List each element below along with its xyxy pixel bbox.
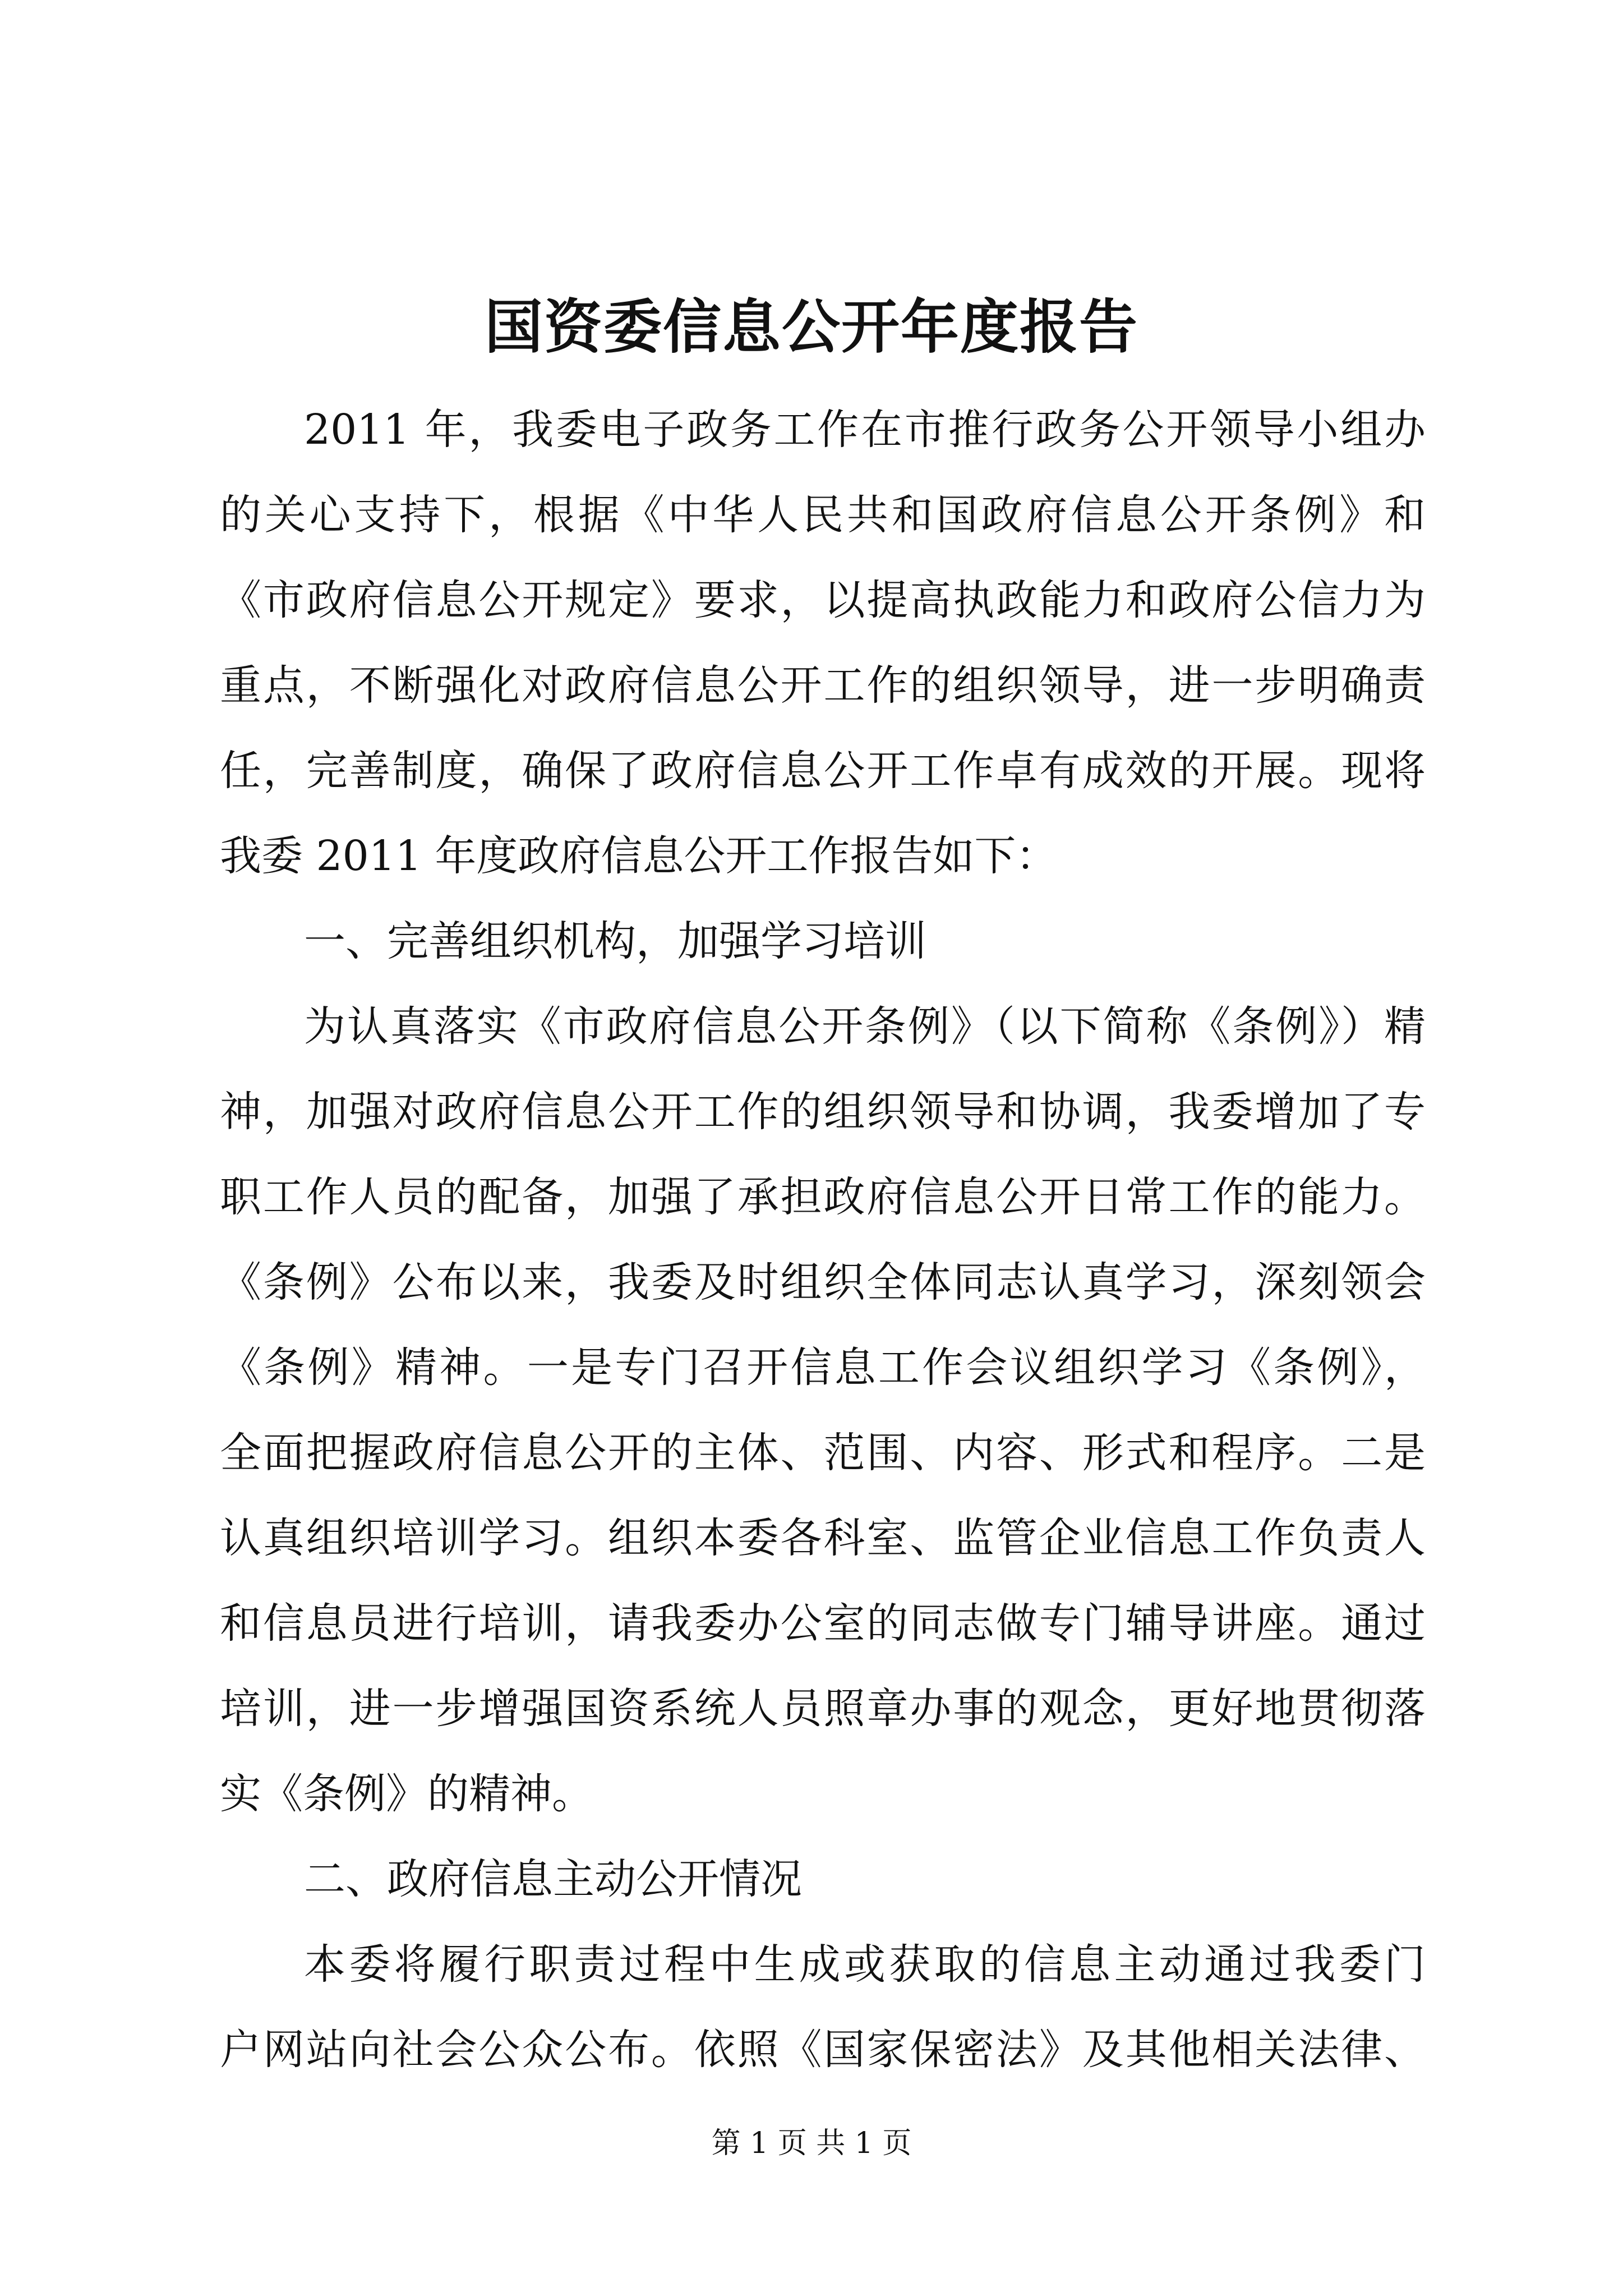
body-line-5: 任，完善制度，确保了政府信息公开工作卓有成效的开展。现将 bbox=[220, 747, 1426, 795]
body-line-11: 《条例》公布以来，我委及时组织全体同志认真学习，深刻领会 bbox=[220, 1258, 1426, 1306]
document-body bbox=[220, 387, 1426, 2092]
body-line-15: 和信息员进行培训，请我委办公室的同志做专门辅导讲座。通过 bbox=[220, 1599, 1426, 1648]
body-line-1: 2011 年，我委电子政务工作在市推行政务公开领导小组办 bbox=[304, 406, 1426, 454]
body-line-12: 《条例》精神。一是专门召开信息工作会议组织学习《条例》， bbox=[220, 1343, 1426, 1392]
body-line-17: 实《条例》的精神。 bbox=[220, 1770, 593, 1818]
body-line-10: 职工作人员的配备，加强了承担政府信息公开日常工作的能力。 bbox=[220, 1173, 1426, 1221]
body-line-2: 的关心支持下，根据《中华人民共和国政府信息公开条例》和 bbox=[220, 491, 1426, 539]
body-line-16: 培训，进一步增强国资系统人员照章办事的观念，更好地贯彻落 bbox=[220, 1685, 1426, 1733]
body-line-14: 认真组织培训学习。组织本委各科室、监管企业信息工作负责人 bbox=[220, 1514, 1426, 1562]
page-footer: 第 1 页 共 1 页 bbox=[711, 2127, 912, 2160]
body-line-20: 户网站向社会公众公布。依照《国家保密法》及其他相关法律、 bbox=[220, 2026, 1426, 2074]
body-line-3: 《市政府信息公开规定》要求，以提高执政能力和政府公信力为 bbox=[220, 576, 1426, 624]
section-heading-1: 一、完善组织机构，加强学习培训 bbox=[304, 917, 926, 965]
body-line-6: 我委 2011 年度政府信息公开工作报告如下： bbox=[220, 832, 1058, 880]
body-line-4: 重点，不断强化对政府信息公开工作的组织领导，进一步明确责 bbox=[220, 661, 1426, 710]
document-title: 国资委信息公开年度报告 bbox=[484, 292, 1138, 361]
body-line-13: 全面把握政府信息公开的主体、范围、内容、形式和程序。二是 bbox=[220, 1429, 1426, 1477]
body-line-8: 为认真落实《市政府信息公开条例》（以下简称《条例》）精 bbox=[304, 1002, 1426, 1051]
body-line-19: 本委将履行职责过程中生成或获取的信息主动通过我委门 bbox=[304, 1940, 1426, 1989]
body-line-9: 神，加强对政府信息公开工作的组织领导和协调，我委增加了专 bbox=[220, 1088, 1426, 1136]
section-heading-2: 二、政府信息主动公开情况 bbox=[304, 1855, 802, 1903]
